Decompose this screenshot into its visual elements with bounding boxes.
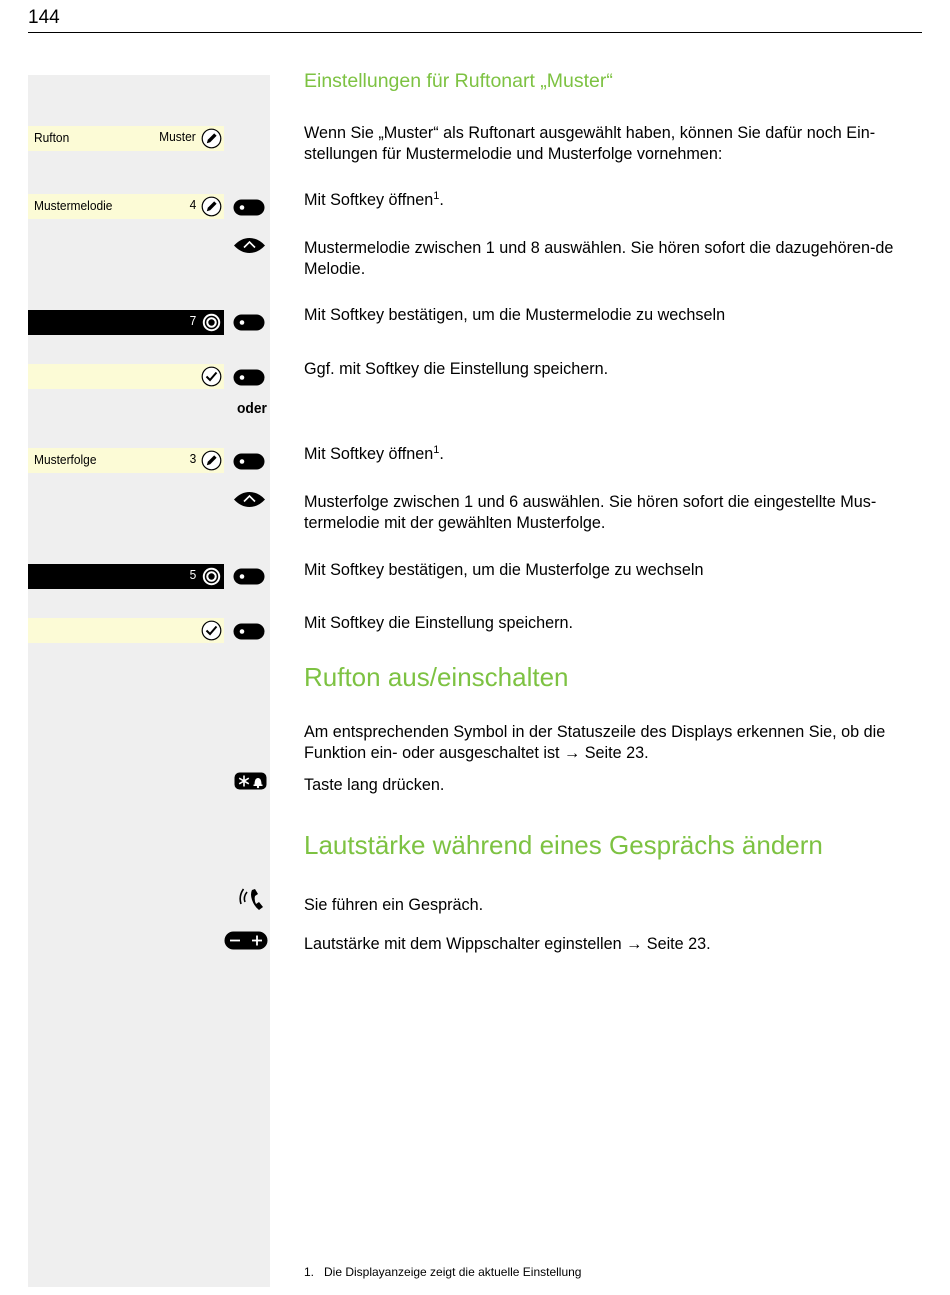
page-number: 144 xyxy=(28,7,60,28)
status-info-text: Am entsprechenden Symbol in der Statuszeile des Displays erkennen Sie, ob die Funktion ein- oder ausgeschaltet ist → Seite 23. xyxy=(304,723,886,762)
step-long-press: Taste lang drücken. xyxy=(304,776,445,794)
display-value: 5 xyxy=(189,567,196,582)
display-musterfolge xyxy=(28,448,224,473)
checkmark-icon xyxy=(201,366,222,387)
softkey-icon[interactable] xyxy=(233,453,265,470)
navigation-rocker-icon[interactable] xyxy=(233,237,266,254)
step-save: Mit Softkey die Einstellung speichern. xyxy=(304,614,574,632)
checkmark-icon xyxy=(201,620,222,641)
pencil-icon xyxy=(201,128,222,149)
step-melodie-confirm: Mit Softkey bestätigen, um die Mustermelodie zu wechseln xyxy=(304,306,726,324)
step-folge-confirm: Mit Softkey bestätigen, um die Musterfolge zu wechseln xyxy=(304,561,704,579)
oder-label: oder xyxy=(237,400,267,417)
display-rufton xyxy=(28,126,224,151)
star-bell-key-icon[interactable] xyxy=(234,772,267,790)
display-value: 4 xyxy=(189,197,196,212)
display-value: 7 xyxy=(189,313,196,328)
header-rule xyxy=(28,32,922,33)
radio-selected-icon xyxy=(201,312,222,333)
step-rocker: Lautstärke mit dem Wippschalter eginstellen → Seite 23. xyxy=(304,935,711,953)
display-save xyxy=(28,618,224,643)
volume-rocker-icon[interactable] xyxy=(224,931,268,950)
step-melodie-choose: Mustermelodie zwischen 1 und 8 auswählen. Sie hören sofort die dazugehören-de Melodie. xyxy=(304,239,894,278)
left-panel xyxy=(28,75,270,1287)
footnote-number: 1. xyxy=(304,1265,315,1279)
display-value: Muster xyxy=(159,129,196,144)
section-heading-muster: Einstellungen für Ruftonart „Muster“ xyxy=(304,70,613,92)
softkey-icon[interactable] xyxy=(233,568,265,585)
pencil-icon xyxy=(201,196,222,217)
step-folge-choose: Musterfolge zwischen 1 und 6 auswählen. Sie hören sofort die eingestellte Mus-termelodie mit der gewählten Musterfolge. xyxy=(304,493,877,532)
display-folge-selection xyxy=(28,564,224,589)
softkey-icon[interactable] xyxy=(233,314,265,331)
section-heading-toggle: Rufton aus/einschalten xyxy=(304,662,569,692)
step-open-2: Mit Softkey öffnen$^1$. xyxy=(304,444,444,463)
display-label: Mustermelodie xyxy=(34,198,113,213)
display-value: 3 xyxy=(189,451,196,466)
display-melodie-selection xyxy=(28,310,224,335)
intro-text: Wenn Sie „Muster“ als Ruftonart ausgewählt haben, können Sie dafür noch Ein-stellungen für Mustermelodie und Musterfolge vornehmen: xyxy=(304,124,876,163)
footnote-text: Die Displayanzeige zeigt die aktuelle Einstellung xyxy=(324,1265,582,1279)
softkey-icon[interactable] xyxy=(233,199,265,216)
softkey-icon[interactable] xyxy=(233,623,265,640)
pencil-icon xyxy=(201,450,222,471)
step-save-optional: Ggf. mit Softkey die Einstellung speichern. xyxy=(304,360,609,378)
step-open-1: Mit Softkey öffnen$^1$. xyxy=(304,190,444,209)
radio-selected-icon xyxy=(201,566,222,587)
display-mustermelodie xyxy=(28,194,224,219)
softkey-icon[interactable] xyxy=(233,369,265,386)
navigation-rocker-icon[interactable] xyxy=(233,491,266,508)
section-heading-volume: Lautstärke während eines Gesprächs ändern xyxy=(304,830,823,860)
display-label: Rufton xyxy=(34,130,70,145)
display-save xyxy=(28,364,224,389)
display-label: Musterfolge xyxy=(34,452,97,467)
footnote xyxy=(304,1265,581,1279)
step-in-call: Sie führen ein Gespräch. xyxy=(304,896,484,914)
handset-icon xyxy=(239,886,267,914)
